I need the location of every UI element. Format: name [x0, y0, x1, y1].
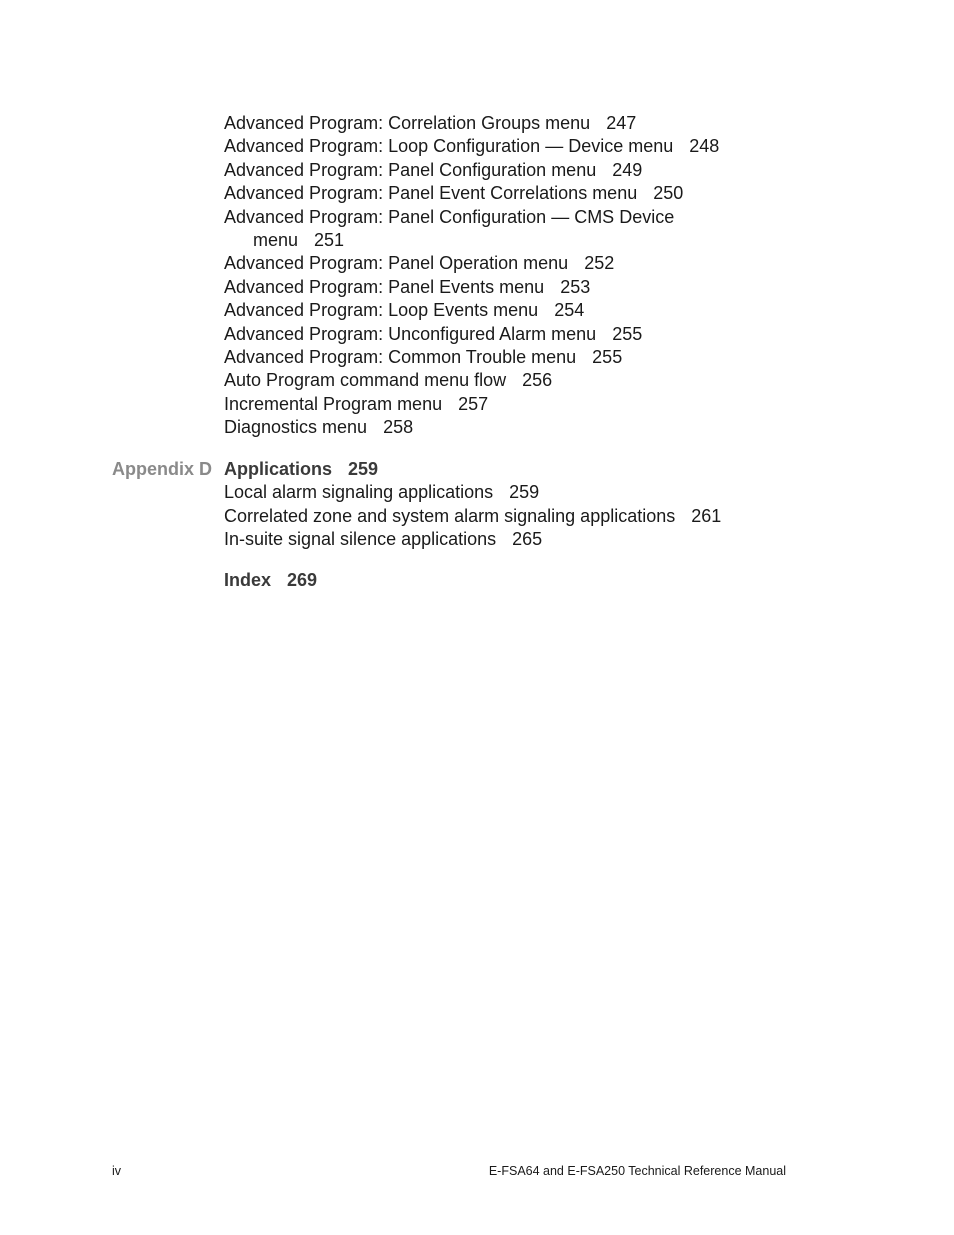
toc-entry-page: 259: [509, 482, 540, 503]
toc-entry[interactable]: [224, 346, 844, 369]
footer-page-number: iv: [112, 1164, 122, 1178]
toc-entry-title: Local alarm signaling applications: [224, 482, 494, 503]
toc-entry[interactable]: [224, 481, 844, 504]
toc-entry[interactable]: [224, 159, 844, 182]
toc-entry-page: 265: [512, 528, 543, 549]
toc-entry[interactable]: [224, 505, 844, 528]
toc-entry[interactable]: [224, 112, 844, 135]
toc-entry-title-continued: menu: [253, 230, 299, 251]
appendix-title-page: 259: [348, 458, 379, 479]
toc-entry-page: 248: [689, 136, 720, 157]
index-section: [224, 569, 844, 592]
appendix-d-section: [112, 458, 844, 552]
footer-manual-title: E-FSA64 and E-FSA250 Technical Reference Manual: [488, 1164, 786, 1178]
toc-entry[interactable]: [224, 416, 844, 439]
toc-entry-page: 247: [606, 113, 637, 133]
toc-entry-title: Advanced Program: Panel Events menu: [224, 276, 545, 297]
toc-entry-page: 252: [584, 253, 615, 274]
toc-entry-title: In-suite signal silence applications: [224, 528, 497, 549]
toc-entry-page: 249: [612, 159, 643, 180]
toc-entry-page: 255: [612, 323, 643, 344]
toc-entry-title: Advanced Program: Panel Event Correlations menu: [224, 183, 638, 204]
table-of-contents: [112, 112, 844, 593]
toc-entry[interactable]: [224, 528, 844, 551]
index-title[interactable]: [224, 569, 844, 592]
toc-entry-page: 254: [554, 300, 585, 321]
toc-entry-title: Advanced Program: Panel Configuration — CMS Device: [224, 206, 675, 227]
toc-entry-page: 250: [653, 183, 684, 204]
toc-entry-page: 261: [691, 505, 722, 526]
toc-entry-title: Advanced Program: Loop Events menu: [224, 300, 539, 321]
toc-entry[interactable]: [224, 276, 844, 299]
appendix-title-text: Applications: [224, 458, 333, 479]
toc-entry[interactable]: [224, 299, 844, 322]
toc-entry-page: 257: [458, 393, 489, 414]
toc-entry[interactable]: [224, 369, 844, 392]
toc-entry-title: Incremental Program menu: [224, 393, 443, 414]
toc-entry-page: 251: [314, 230, 345, 251]
index-title-text: Index: [224, 570, 272, 591]
appendix-label: Appendix D: [112, 458, 213, 479]
toc-entry-list: [224, 112, 844, 440]
toc-entry-title: Advanced Program: Panel Configuration menu: [224, 159, 597, 180]
toc-entry-title: Advanced Program: Common Trouble menu: [224, 347, 577, 368]
toc-entry-page: 256: [522, 370, 553, 391]
toc-entry[interactable]: [224, 252, 844, 275]
index-title-page: 269: [287, 570, 318, 591]
toc-entry-title: Advanced Program: Unconfigured Alarm menu: [224, 323, 597, 344]
toc-entry[interactable]: [224, 135, 844, 158]
toc-entry-title: Correlated zone and system alarm signaling applications: [224, 505, 676, 526]
toc-entry-title: Diagnostics menu: [224, 417, 368, 438]
toc-entry-page: 258: [383, 417, 414, 438]
toc-entry-title: Advanced Program: Panel Operation menu: [224, 253, 569, 274]
toc-entry-title: Advanced Program: Loop Configuration — Device menu: [224, 136, 674, 157]
appendix-title[interactable]: [224, 458, 844, 481]
toc-entry[interactable]: [224, 393, 844, 416]
toc-entry-title: Advanced Program: Correlation Groups menu: [224, 113, 591, 133]
toc-entry-page: 255: [592, 347, 623, 368]
toc-entry[interactable]: [224, 182, 844, 205]
toc-entry[interactable]: [224, 206, 704, 253]
toc-entry-page: 253: [560, 276, 591, 297]
toc-entry-title: Auto Program command menu flow: [224, 370, 507, 391]
toc-entry[interactable]: [224, 323, 844, 346]
